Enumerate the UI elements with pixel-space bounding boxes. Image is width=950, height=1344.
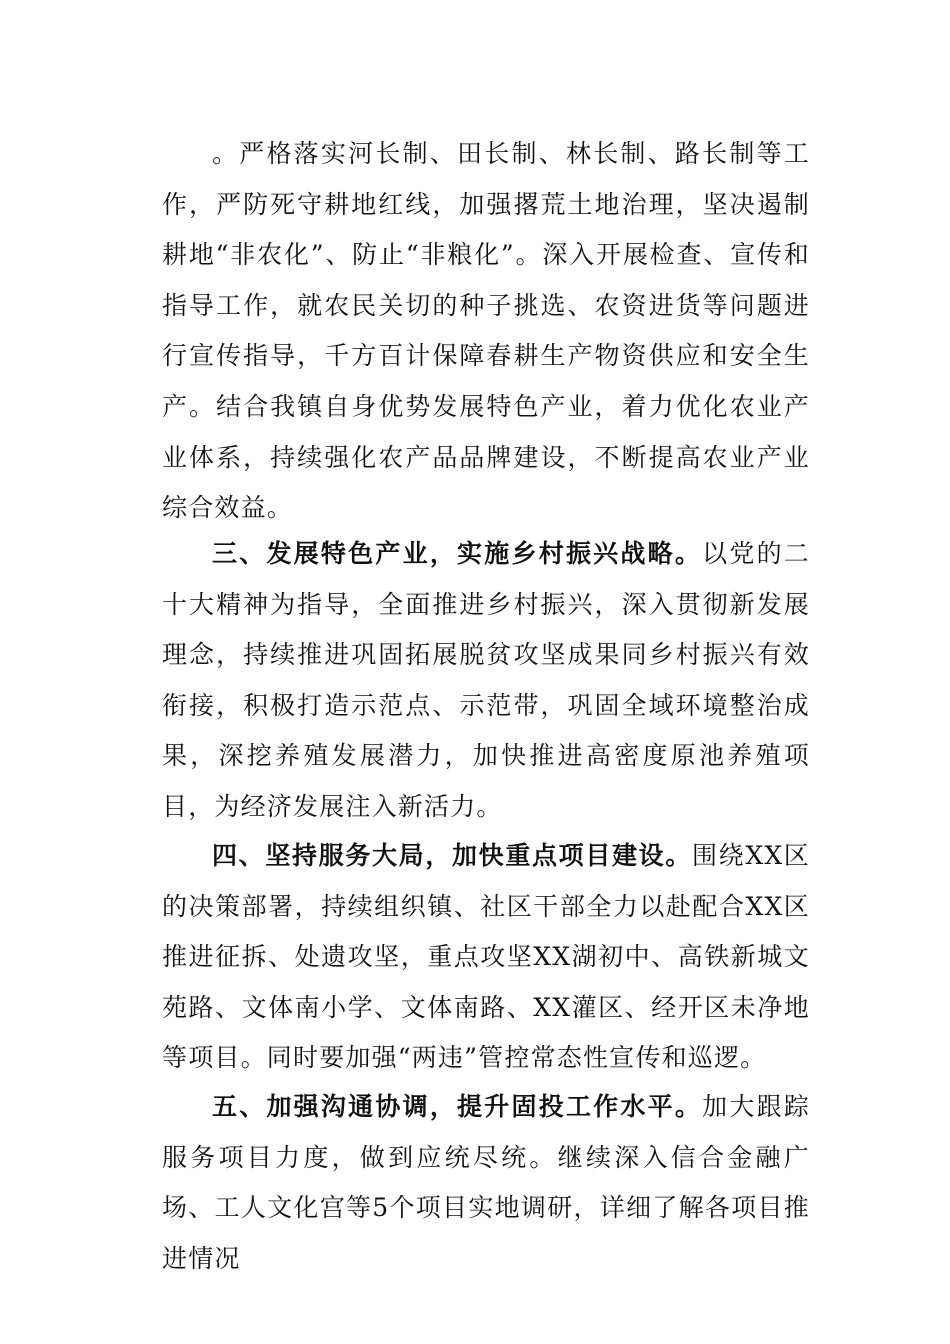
paragraph-body: 加大跟踪服务项目力度，做到应统尽统。继续深入信合金融广场、工人文化宫等5个项目实地调研，详细了解各项目推进情况 [162, 1092, 810, 1273]
paragraph-body: 围绕XX区的决策部署，持续组织镇、社区干部全力以赴配合XX区推进征拆、处遗攻坚，重点攻坚XX湖初中、高铁新城文苑路、文体南小学、文体南路、XX灌区、经开区未净地等项目。同时要加强“两违”管控常态性宣传和巡逻。 [162, 841, 810, 1073]
paragraph-body: 以党的二十大精神为指导，全面推进乡村振兴，深入贯彻新发展理念，持续推进巩固拓展脱贫攻坚成果同乡村振兴有效衔接，积极打造示范点、示范带，巩固全域环境整治成果，深挖养殖发展潜力，加快推进高密度原池养殖项目，为经济发展注入新活力。 [162, 539, 810, 821]
paragraph-continuation [162, 129, 810, 534]
section-heading: 三、发展特色产业，实施乡村振兴战略。 [212, 539, 703, 568]
paragraph-section-five [162, 1082, 810, 1284]
section-heading: 五、加强沟通协调，提升固投工作水平。 [212, 1092, 703, 1121]
paragraph-section-four [162, 831, 810, 1084]
paragraph-text [162, 529, 810, 833]
paragraph-text [162, 831, 810, 1084]
paragraph-text [162, 1082, 810, 1284]
section-heading: 四、坚持服务大局，加快重点项目建设。 [212, 841, 692, 870]
paragraph-body: 。严格落实河长制、田长制、林长制、路长制等工作，严防死守耕地红线，加强撂荒土地治理，坚决遏制耕地“非农化”、防止“非粮化”。深入开展检查、宣传和指导工作，就农民关切的种子挑选、农资进货等问题进行宣传指导，千方百计保障春耕生产物资供应和安全生产。结合我镇自身优势发展特色产业，着力优化农业产业体系，持续强化农产品品牌建设，不断提高农业产业综合效益。 [162, 139, 810, 523]
paragraph-section-three [162, 529, 810, 833]
